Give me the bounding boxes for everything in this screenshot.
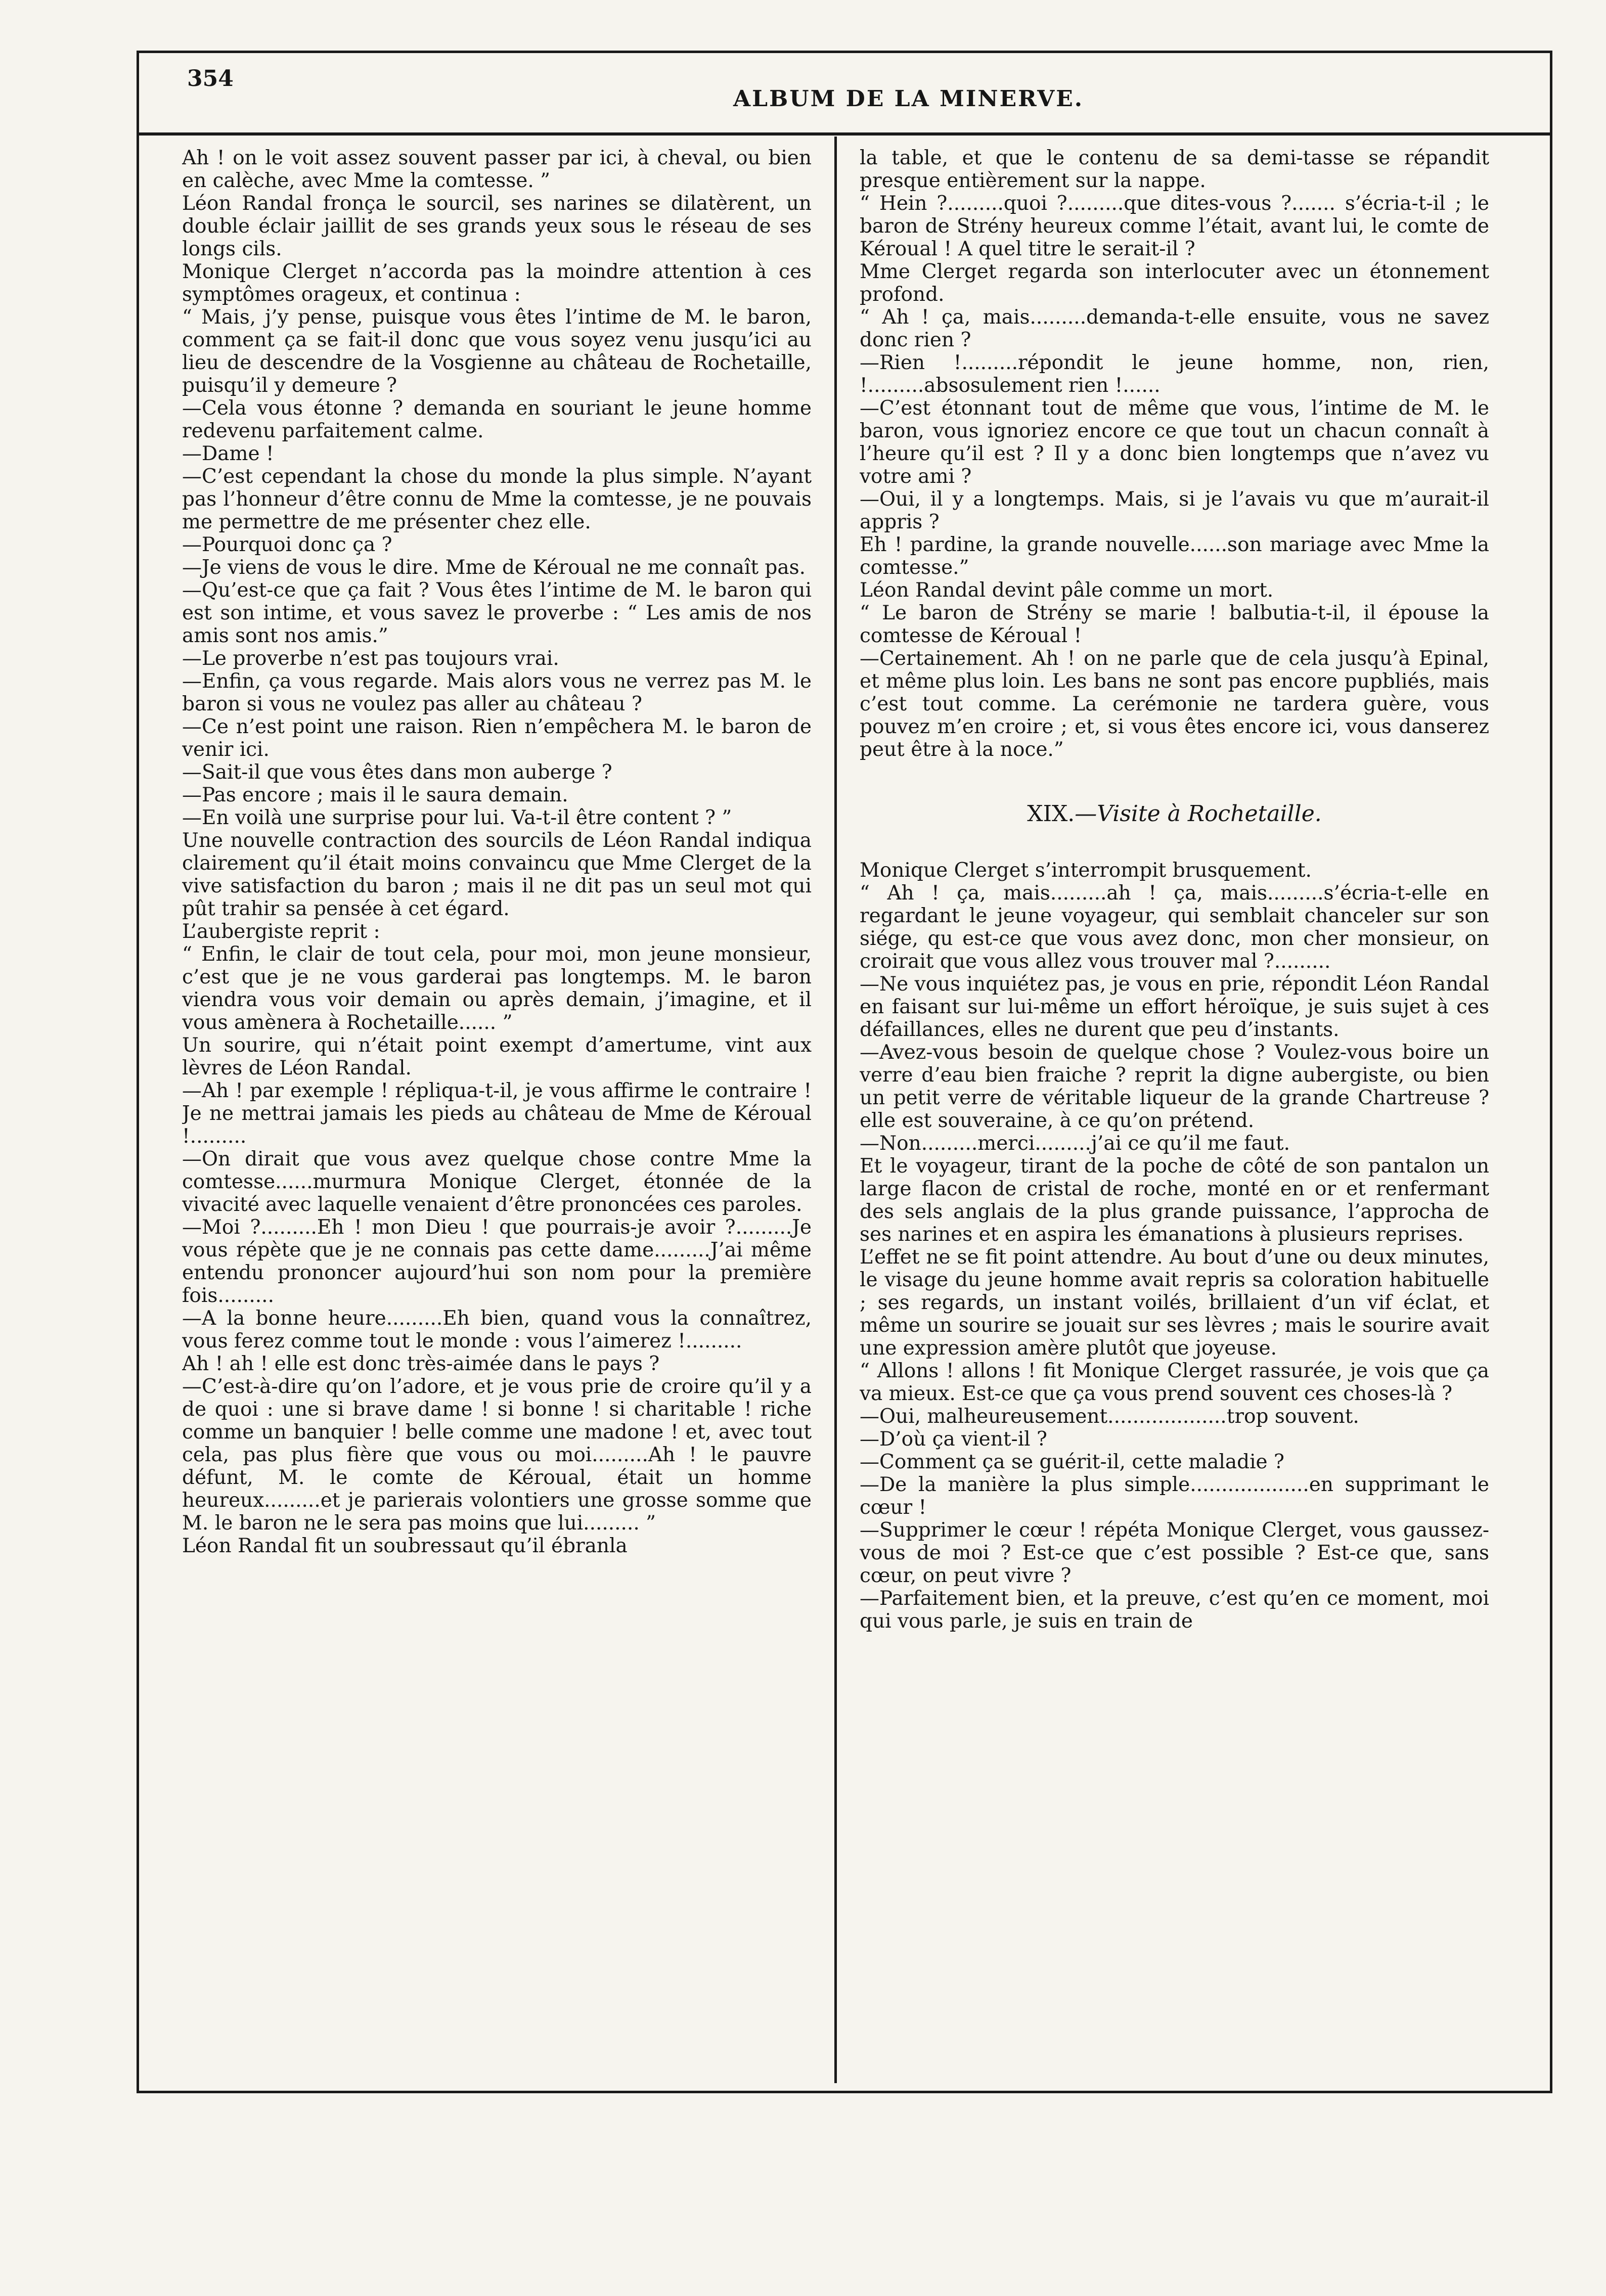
left-column	[182, 147, 812, 2078]
paragraph: —Cela vous étonne ? demanda en souriant le jeune homme redevenu parfaitement calme.	[182, 397, 812, 442]
paragraph: —Qu’est-ce que ça fait ? Vous êtes l’intime de M. le baron qui est son intime, et vous savez le proverbe : “ Les amis de nos amis sont nos amis.”	[182, 579, 812, 647]
paragraph: Monique Clerget s’interrompit brusquement.	[860, 859, 1312, 882]
paragraph: Léon Randal devint pâle comme un mort.	[860, 579, 1274, 602]
paragraph: “ Ah ! ça, mais.........demanda-t-elle ensuite, vous ne savez donc rien ?	[860, 306, 1489, 351]
paragraph: Mme Clerget regarda son interlocuter avec un étonnement profond.	[860, 260, 1489, 306]
paragraph: Ah ! ah ! elle est donc très-aimée dans le pays ?	[182, 1353, 660, 1375]
paragraph: —Ne vous inquiétez pas, je vous en prie, répondit Léon Randal en faisant sur lui-même un effort héroïque, je suis sujet à ces défaillances, elles ne durent que peu d’instants.	[860, 973, 1489, 1041]
paragraph: Ah ! on le voit assez souvent passer par ici, à cheval, ou bien en calèche, avec Mme la comtesse. ”	[182, 147, 812, 192]
page-number: 354	[187, 66, 234, 92]
paragraph: “ Enfin, le clair de tout cela, pour moi, mon jeune monsieur, c’est que je ne vous garderai pas longtemps. M. le baron viendra vous voir demain ou après demain, j’imagine, et il vous amènera à Rochetaille...... ”	[182, 943, 812, 1034]
paragraph: Eh ! pardine, la grande nouvelle......son mariage avec Mme la comtesse.”	[860, 533, 1489, 579]
paragraph: —Supprimer le cœur ! répéta Monique Clerget, vous gaussez-vous de moi ? Est-ce que c’est possible ? Est-ce que, sans cœur, on peut vivre ?	[860, 1519, 1489, 1587]
paragraph: Léon Randal fit un soubressaut qu’il ébranla	[182, 1535, 628, 1557]
paragraph: —De la manière la plus simple...................en supprimant le cœur !	[860, 1473, 1489, 1519]
section-number: XIX.	[1027, 801, 1075, 827]
paragraph: —Non.........merci.........j’ai ce qu’il me faut.	[860, 1132, 1290, 1155]
paragraph: “ Mais, j’y pense, puisque vous êtes l’intime de M. le baron, comment ça se fait-il donc que vous soyez venu jusqu’ici au lieu de descendre de la Vosgienne au château de Rochetaille, puisqu’il y demeure ?	[182, 306, 812, 397]
header-rule	[139, 132, 1550, 136]
paragraph: “ Ah ! ça, mais.........ah ! ça, mais.........s’écria-t-elle en regardant le jeune voyageur, qui semblait chanceler sur son siége, qu est-ce que vous avez donc, mon cher monsieur, on croirait que vous allez vous trouver mal ?.........	[860, 882, 1489, 973]
paragraph: —Dame !	[182, 442, 274, 465]
paragraph: la table, et que le contenu de sa demi-tasse se répandit presque entièrement sur la nappe.	[860, 147, 1489, 192]
paragraph: —En voilà une surprise pour lui. Va-t-il être content ? ”	[182, 806, 732, 829]
paragraph: —D’où ça vient-il ?	[860, 1428, 1047, 1451]
paragraph: “ Allons ! allons ! fit Monique Clerget rassurée, je vois que ça va mieux. Est-ce que ça vous prend souvent ces choses-là ?	[860, 1360, 1489, 1405]
column-divider	[834, 137, 837, 2083]
paragraph: —Certainement. Ah ! on ne parle que de cela jusqu’à Epinal, et même plus loin. Les bans ne sont pas encore pupbliés, mais c’est tout comme. La cerémonie ne tardera guère, vous pouvez m’en croire ; et, si vous êtes encore ici, vous danserez peut être à la noce.”	[860, 647, 1489, 761]
paragraph: Monique Clerget n’accorda pas la moindre attention à ces symptômes orageux, et continua :	[182, 260, 812, 306]
paragraph: —Sait-il que vous êtes dans mon auberge ?	[182, 761, 612, 784]
paragraph: “ Le baron de Strény se marie ! balbutia-t-il, il épouse la comtesse de Kéroual !	[860, 602, 1489, 647]
paragraph: —C’est-à-dire qu’on l’adore, et je vous prie de croire qu’il y a de quoi : une si brave dame ! si bonne ! si charitable ! riche comme un banquier ! belle comme une madone ! et, avec tout cela, pas plus fière que vous ou moi.........Ah ! le pauvre défunt, M. le comte de Kéroual, était un homme heureux.........et je parierais volontiers une grosse somme que M. le baron ne le sera pas moins que lui......... ”	[182, 1375, 812, 1535]
paragraph: —Avez-vous besoin de quelque chose ? Voulez-vous boire un verre d’eau bien fraiche ? reprit la digne aubergiste, ou bien un petit verre de véritable liqueur de la grande Chartreuse ? elle est souveraine, à ce qu’on prétend.	[860, 1041, 1489, 1132]
paragraph: —Pas encore ; mais il le saura demain.	[182, 784, 568, 806]
paragraph: —C’est cependant la chose du monde la plus simple. N’ayant pas l’honneur d’être connu de Mme la comtesse, je ne pouvais me permettre de me présenter chez elle.	[182, 465, 812, 533]
paragraph: “ Hein ?.........quoi ?.........que dites-vous ?....... s’écria-t-il ; le baron de Strény heureux comme l’était, avant lui, le comte de Kéroual ! A quel titre le serait-il ?	[860, 192, 1489, 260]
paragraph: —Le proverbe n’est pas toujours vrai.	[182, 647, 559, 670]
right-column	[860, 147, 1489, 2078]
paragraph: —Pourquoi donc ça ?	[182, 533, 392, 556]
paragraph: Léon Randal fronça le sourcil, ses narines se dilatèrent, un double éclair jaillit de ses grands yeux sous le réseau de ses longs cils.	[182, 192, 812, 260]
section-heading	[860, 800, 1489, 828]
paragraph: —Oui, il y a longtemps. Mais, si je l’avais vu que m’aurait-il appris ?	[860, 488, 1489, 533]
paragraph: Et le voyageur, tirant de la poche de côté de son pantalon un large flacon de cristal de roche, monté en or et renfermant des sels anglais de la plus grande puissance, l’approcha de ses narines et en aspira les émanations à plusieurs reprises.	[860, 1155, 1489, 1246]
paragraph: —Ce n’est point une raison. Rien n’empêchera M. le baron de venir ici.	[182, 715, 812, 761]
paragraph: —Ah ! par exemple ! répliqua-t-il, je vous affirme le contraire ! Je ne mettrai jamais les pieds au château de Mme de Kéroual !.........	[182, 1079, 812, 1148]
paragraph: —Parfaitement bien, et la preuve, c’est qu’en ce moment, moi qui vous parle, je suis en train de	[860, 1587, 1489, 1633]
paragraph: —Enfin, ça vous regarde. Mais alors vous ne verrez pas M. le baron si vous ne voulez pas aller au château ?	[182, 670, 812, 715]
paragraph: —Rien !.........répondit le jeune homme, non, rien, !.........absosulement rien !......	[860, 351, 1489, 397]
section-title: —Visite à Rochetaille.	[1075, 801, 1322, 827]
page-header	[152, 56, 1547, 121]
paragraph: L’effet ne se fit point attendre. Au bout d’une ou deux minutes, le visage du jeune homme avait repris sa coloration habituelle ; ses regards, un instant voilés, brillaient d’un vif éclat, et même un sourire se jouait sur ses lèvres ; mais le sourire avait une expression amère plutôt que joyeuse.	[860, 1246, 1489, 1360]
paragraph: —A la bonne heure.........Eh bien, quand vous la connaîtrez, vous ferez comme tout le monde : vous l’aimerez !.........	[182, 1307, 812, 1353]
paragraph: —Oui, malheureusement...................trop souvent.	[860, 1405, 1359, 1428]
paragraph: —C’est étonnant tout de même que vous, l’intime de M. le baron, vous ignoriez encore ce que tout un chacun connaît à l’heure qu’il est ? Il y a donc bien longtemps que n’avez vu votre ami ?	[860, 397, 1489, 488]
running-title: ALBUM DE LA MINERVE.	[733, 86, 1084, 112]
paragraph: —Moi ?.........Eh ! mon Dieu ! que pourrais-je avoir ?.........Je vous répète que je ne connais pas cette dame.........J’ai même entendu prononcer aujourd’hui son nom pour la première fois.........	[182, 1216, 812, 1307]
paragraph: —On dirait que vous avez quelque chose contre Mme la comtesse......murmura Monique Clerget, étonnée de la vivacité avec laquelle venaient d’être prononcées ces paroles.	[182, 1148, 812, 1216]
paragraph: Un sourire, qui n’était point exempt d’amertume, vint aux lèvres de Léon Randal.	[182, 1034, 812, 1079]
paragraph: Une nouvelle contraction des sourcils de Léon Randal indiqua clairement qu’il était moins convaincu que Mme Clerget de la vive satisfaction du baron ; mais il ne dit pas un seul mot qui pût trahir sa pensée à cet égard.	[182, 829, 812, 920]
paragraph: L’aubergiste reprit :	[182, 920, 380, 943]
paragraph: —Comment ça se guérit-il, cette maladie ?	[860, 1451, 1284, 1473]
paragraph: —Je viens de vous le dire. Mme de Kéroual ne me connaît pas.	[182, 556, 806, 579]
